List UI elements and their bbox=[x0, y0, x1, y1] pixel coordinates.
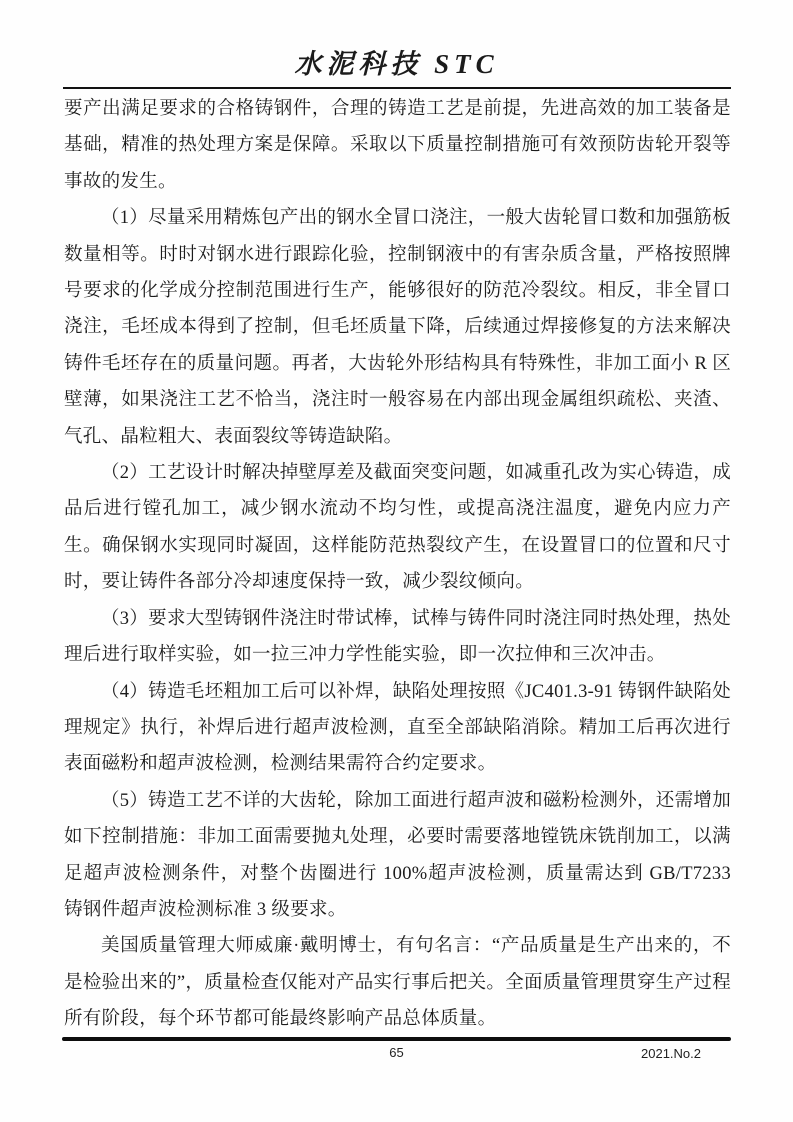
body-paragraph: （4）铸造毛坯粗加工后可以补焊，缺陷处理按照《JC401.3-91 铸钢件缺陷处理规定》执行，补焊后进行超声波检测，直至全部缺陷消除。精加工后再次进行表面磁粉和超声波检测，检测结果需符合约定要求。 bbox=[64, 681, 731, 775]
footer-rule bbox=[62, 1037, 731, 1041]
body-paragraph: 要产出满足要求的合格铸钢件，合理的铸造工艺是前提，先进高效的加工装备是基础，精准的热处理方案是保障。采取以下质量控制措施可有效预防齿轮开裂等事故的发生。 bbox=[64, 99, 731, 192]
issue-number: 2021.No.2 bbox=[641, 1046, 701, 1061]
body-paragraph: （1）尽量采用精炼包产出的钢水全冒口浇注，一般大齿轮冒口数和加强筋板数量相等。时时对钢水进行跟踪化验，控制钢液中的有害杂质含量，严格按照牌号要求的化学成分控制范围进行生产，能够很好的防范冷裂纹。相反，非全冒口浇注，毛坯成本得到了控制，但毛坯质量下降，后续通过焊接修复的方法来解决铸件毛坯存在的质量问题。再者，大齿轮外形结构具有特殊性，非加工面小 R 区壁薄，如果浇注工艺不恰当，浇注时一般容易在内部出现金属组织疏松、夹渣、气孔、晶粒粗大、表面裂纹等铸造缺陷。 bbox=[64, 208, 731, 447]
body-paragraph: 美国质量管理大师威廉·戴明博士，有句名言：“产品质量是生产出来的，不是检验出来的”，质量检查仅能对产品实行事后把关。全面质量管理贯穿生产过程所有阶段，每个环节都可能最终影响产品总体质量。 bbox=[64, 936, 731, 1030]
header-rule bbox=[63, 87, 731, 89]
article-body bbox=[64, 91, 731, 1038]
page-number: 65 bbox=[389, 1045, 404, 1060]
body-paragraph: （5）铸造工艺不详的大齿轮，除加工面进行超声波和磁粉检测外，还需增加如下控制措施：非加工面需要抛丸处理，必要时需要落地镗铣床铣削加工，以满足超声波检测条件，对整个齿圈进行 100%超声波检测，质量需达到 GB/T7233 铸钢件超声波检测标准 3 级要求。 bbox=[64, 790, 731, 920]
body-paragraph: （3）要求大型铸钢件浇注时带试棒，试棒与铸件同时浇注同时热处理，热处理后进行取样实验，如一拉三冲力学性能实验，即一次拉伸和三次冲击。 bbox=[64, 608, 731, 666]
journal-title: 水泥科技 STC bbox=[294, 49, 499, 79]
body-paragraph: （2）工艺设计时解决掉壁厚差及截面突变问题，如减重孔改为实心铸造，成品后进行镗孔加工，减少钢水流动不均匀性，或提高浇注温度，避免内应力产生。确保钢水实现同时凝固，这样能防范热裂纹产生，在设置冒口的位置和尺寸时，要让铸件各部分冷却速度保持一致，减少裂纹倾向。 bbox=[64, 463, 731, 593]
